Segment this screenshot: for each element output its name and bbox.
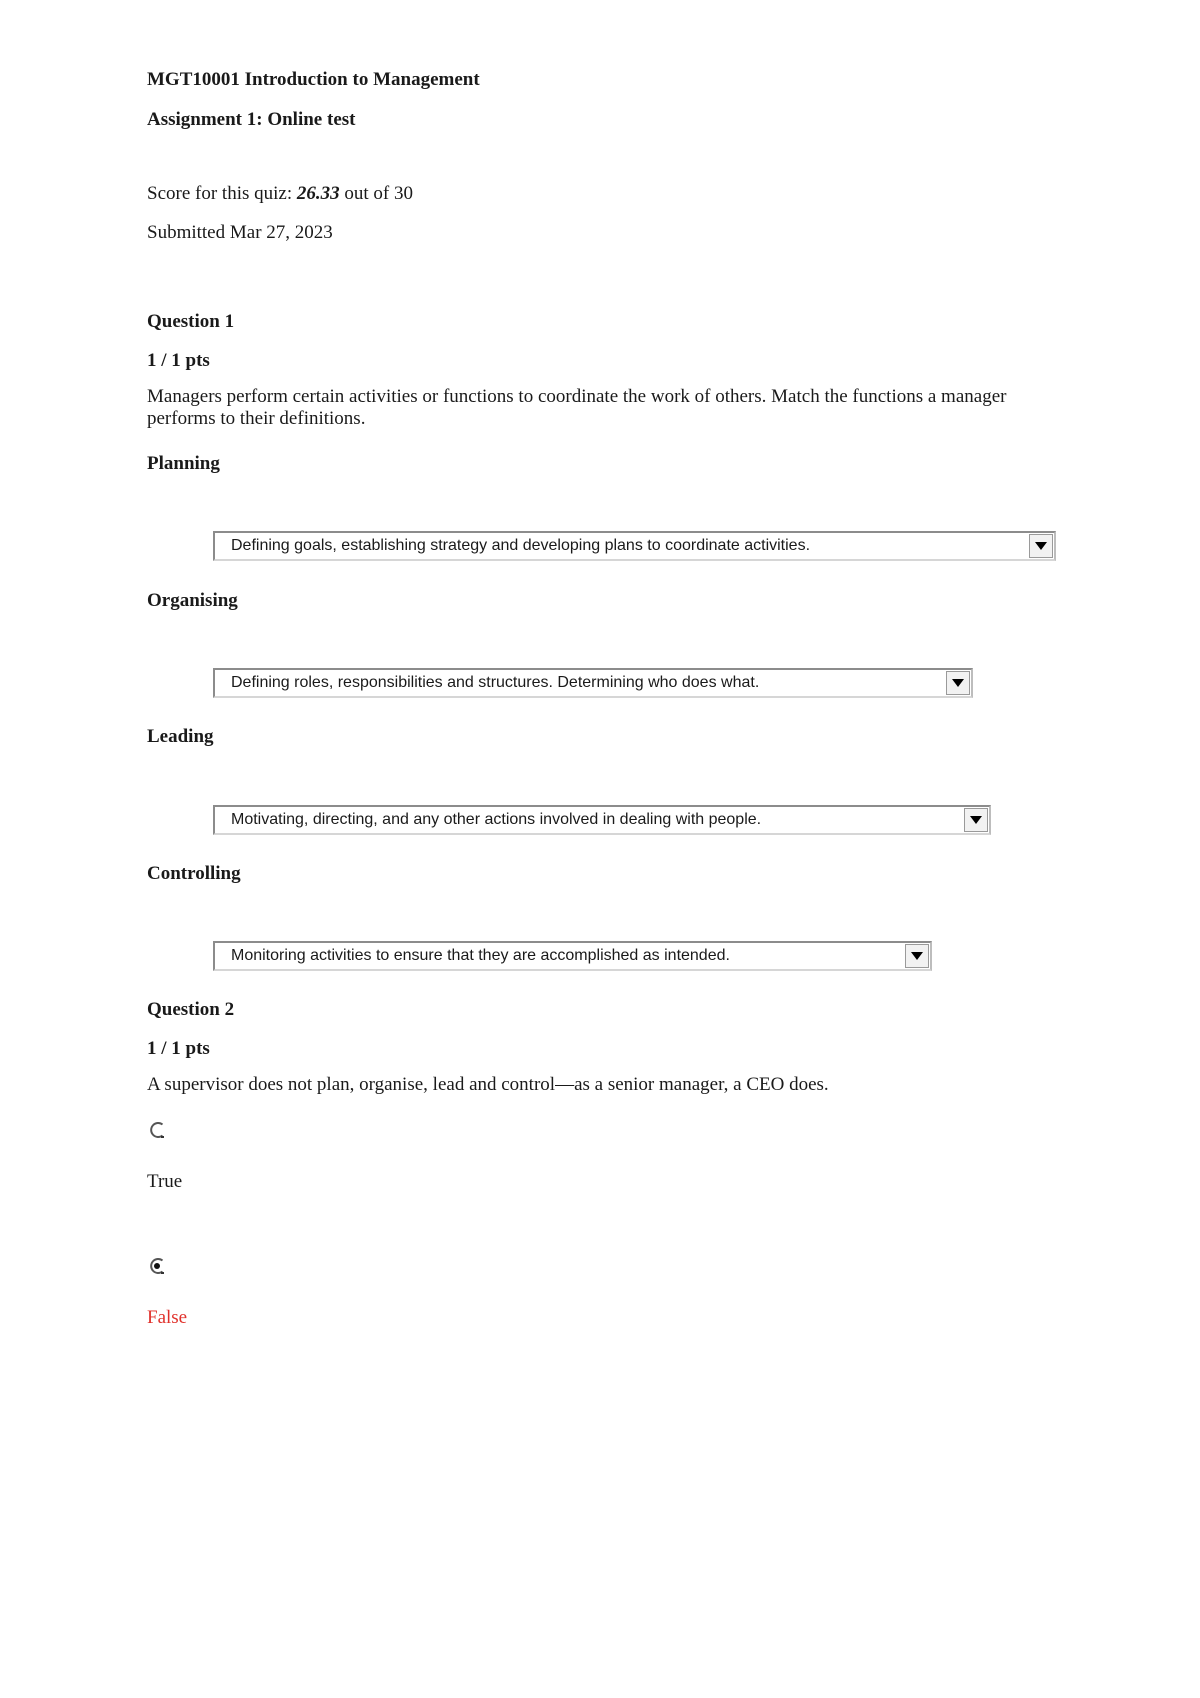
question-1 — [147, 310, 1067, 430]
match-term-controlling: Controlling — [147, 863, 241, 884]
radio-unselected-icon[interactable] — [148, 1120, 168, 1140]
question-points: 1 / 1 pts — [147, 350, 210, 371]
score-value: 26.33 — [296, 183, 340, 204]
match-term-leading: Leading — [147, 726, 214, 747]
match-select-planning[interactable] — [213, 531, 1056, 561]
question-2 — [147, 998, 1067, 1096]
submitted-date: Submitted Mar 27, 2023 — [147, 222, 333, 243]
radio-selected-icon[interactable] — [148, 1256, 168, 1276]
select-value: Monitoring activities to ensure that they are accomplished as intended. — [231, 947, 730, 964]
chevron-down-icon[interactable] — [1029, 534, 1053, 558]
match-term-planning: Planning — [147, 453, 220, 474]
assignment-title: Assignment 1: Online test — [147, 109, 356, 130]
select-value: Motivating, directing, and any other actions involved in dealing with people. — [231, 811, 762, 828]
chevron-down-icon[interactable] — [964, 808, 988, 832]
select-value: Defining roles, responsibilities and structures. Determining who does what. — [231, 674, 760, 691]
chevron-down-icon[interactable] — [946, 671, 970, 695]
document-body — [147, 68, 1067, 245]
quiz-score — [147, 182, 1067, 206]
question-title: Question 1 — [147, 311, 235, 332]
select-value: Defining goals, establishing strategy and developing plans to coordinate activities. — [231, 537, 811, 554]
option-false[interactable]: False — [147, 1307, 188, 1328]
question-text: A supervisor does not plan, organise, lead and control—as a senior manager, a CEO does. — [147, 1074, 829, 1095]
question-text: Managers perform certain activities or functions to coordinate the work of others. Match the functions a manager performs to their definitions. — [147, 386, 1007, 429]
chevron-down-icon[interactable] — [905, 944, 929, 968]
question-title: Question 2 — [147, 999, 235, 1020]
match-select-organising[interactable] — [213, 668, 973, 698]
course-title: MGT10001 Introduction to Management — [147, 69, 480, 90]
match-select-leading[interactable] — [213, 805, 991, 835]
score-suffix: out of 30 — [339, 183, 413, 204]
score-prefix: Score for this quiz: — [147, 183, 297, 204]
match-term-organising: Organising — [147, 590, 238, 611]
option-true[interactable]: True — [147, 1171, 183, 1192]
match-select-controlling[interactable] — [213, 941, 932, 971]
question-points: 1 / 1 pts — [147, 1038, 210, 1059]
